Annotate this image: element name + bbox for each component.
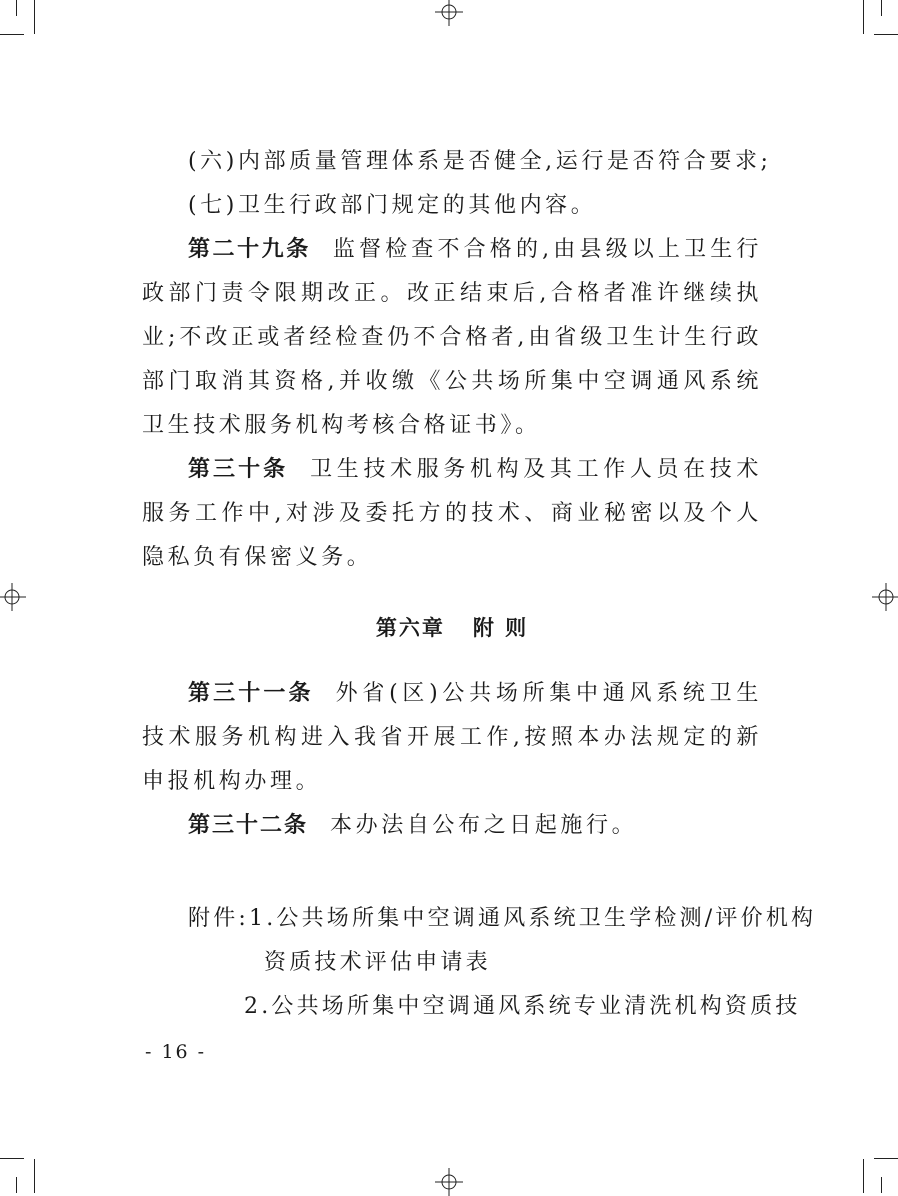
crop-mark: [34, 0, 35, 34]
article-text: 外省(区)公共场所集中通风系统卫生技术服务机构进入我省开展工作,按照本办法规定的新申报机构办理。: [142, 681, 762, 794]
registration-mark-icon: [872, 583, 898, 611]
registration-mark-icon: [0, 583, 26, 611]
crop-mark: [863, 0, 864, 34]
attachment-1-heading: 附件:1.公共场所集中空调通风系统卫生学检测/评价机构: [188, 906, 817, 931]
chapter-title: 附 则: [472, 616, 529, 640]
registration-mark-icon: [435, 0, 463, 26]
article-32: [142, 804, 762, 848]
article-29: [142, 228, 762, 448]
page-number: - 16 -: [145, 1041, 207, 1063]
article-31: [142, 672, 762, 804]
item-six: (六)内部质量管理体系是否健全,运行是否符合要求;: [188, 149, 772, 174]
crop-mark: [0, 34, 24, 35]
crop-mark: [16, 0, 17, 16]
article-30: [142, 448, 762, 580]
attachment-2: 2.公共场所集中空调通风系统专业清洗机构资质技: [244, 994, 801, 1019]
article-label: 第三十二条: [188, 813, 309, 838]
crop-mark: [874, 34, 898, 35]
article-label: 第三十条: [188, 457, 289, 482]
document-body: [142, 140, 772, 848]
article-text: 监督检查不合格的,由县级以上卫生行政部门责令限期改正。改正结束后,合格者准许继续执业;不改正或者经检查仍不合格者,由省级卫生计生行政部门取消其资格,并收缴《公共场所集中空调通风系统卫生技术服务机构考核合格证书》。: [142, 237, 762, 438]
attachment-1-continuation: 资质技术评估申请表: [264, 950, 491, 975]
article-text: 本办法自公布之日起施行。: [330, 813, 638, 838]
crop-mark: [874, 1158, 898, 1159]
chapter-number: 第六章: [375, 616, 445, 640]
crop-mark: [16, 1177, 17, 1193]
article-text: 卫生技术服务机构及其工作人员在技术服务工作中,对涉及委托方的技术、商业秘密以及个人隐私负有保密义务。: [142, 457, 762, 570]
crop-mark: [0, 1158, 24, 1159]
chapter-heading: [142, 606, 762, 650]
registration-mark-icon: [435, 1168, 463, 1196]
crop-mark: [863, 1159, 864, 1193]
article-label: 第三十一条: [188, 681, 314, 706]
crop-mark: [34, 1159, 35, 1193]
item-seven: (七)卫生行政部门规定的其他内容。: [188, 193, 597, 218]
crop-mark: [881, 0, 882, 16]
crop-mark: [881, 1177, 882, 1193]
article-label: 第二十九条: [188, 237, 311, 262]
